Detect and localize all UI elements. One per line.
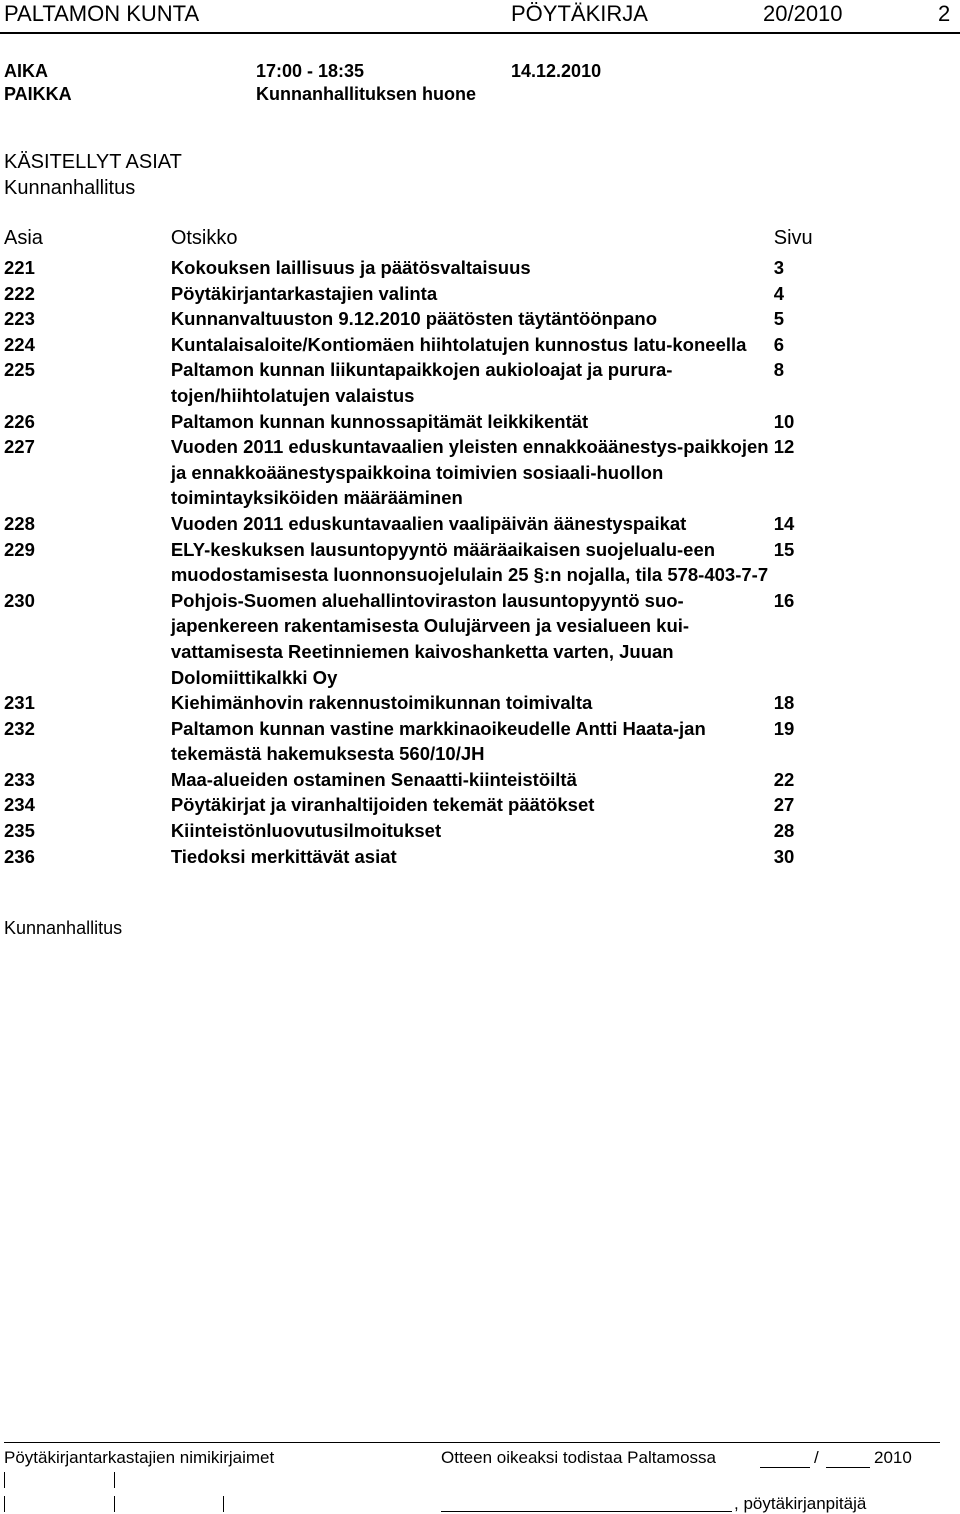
agenda-number: 230 (4, 589, 35, 611)
table-row (4, 537, 824, 588)
day-line (760, 1467, 810, 1468)
initials-box-divider (223, 1496, 224, 1512)
section-body: Kunnanhallitus (4, 177, 136, 199)
header-rule (0, 32, 960, 34)
agenda-title: Tiedoksi merkittävät asiat (170, 845, 397, 867)
secretary-signature-line (441, 1511, 732, 1512)
place-value: Kunnanhallituksen huone (256, 84, 477, 104)
table-footer-label: Kunnanhallitus (4, 918, 123, 938)
agenda-title: Pöytäkirjantarkastajien valinta (170, 282, 438, 304)
meeting-date: 14.12.2010 (511, 61, 602, 81)
agenda-page: 14 (773, 512, 795, 534)
agenda-title: Paltamon kunnan liikuntapaikkojen aukioloajat ja purura-tojen/hiihtolatujen valaistus (170, 359, 673, 406)
page-header (0, 0, 960, 30)
section-heading: KÄSITELLYT ASIAT (4, 151, 182, 173)
agenda-page: 4 (773, 282, 785, 304)
agenda-number: 222 (4, 282, 35, 304)
table-body (4, 255, 824, 869)
table-row (4, 281, 824, 307)
agenda-title: Paltamon kunnan vastine markkinaoikeudelle Antti Haata-jan tekemästä hakemuksesta 560/10/JH (170, 717, 706, 765)
table-row (4, 767, 824, 793)
agenda-title: Kunnanvaltuuston 9.12.2010 päätösten täytäntöönpano (170, 308, 658, 330)
agenda-title: Vuoden 2011 eduskuntavaalien vaalipäivän äänestyspaikat (170, 512, 687, 534)
agenda-page: 8 (773, 359, 785, 381)
page-number: 2 (938, 1, 951, 26)
certify-label: Otteen oikeaksi todistaa Paltamossa (441, 1448, 716, 1467)
footer-year: 2010 (874, 1448, 912, 1467)
time-value: 17:00 - 18:35 (256, 61, 365, 81)
agenda-page: 5 (773, 308, 785, 330)
agenda-title: Paltamon kunnan kunnossapitämät leikkikentät (170, 410, 589, 432)
slash: / (814, 1448, 819, 1467)
initials-box-divider (114, 1496, 115, 1512)
table-row (4, 844, 824, 870)
agenda-number: 225 (4, 359, 35, 381)
agenda-title: Kuntalaisaloite/Kontiomäen hiihtolatujen kunnostus latu-koneella (170, 333, 747, 355)
table-row (4, 409, 824, 435)
document-number: 20/2010 (763, 1, 843, 26)
agenda-page: 27 (773, 794, 795, 816)
document-type: PÖYTÄKIRJA (511, 1, 648, 26)
agenda-page: 15 (773, 538, 795, 560)
agenda-title: Kiinteistönluovutusilmoitukset (170, 820, 442, 842)
table-row (4, 716, 824, 767)
agenda-number: 223 (4, 308, 35, 330)
initials-box-divider (114, 1472, 115, 1488)
table-row (4, 690, 824, 716)
table-row (4, 792, 824, 818)
table-row (4, 511, 824, 537)
agenda-page: 10 (773, 410, 795, 432)
agenda-title: Pöytäkirjat ja viranhaltijoiden tekemät päätökset (170, 794, 595, 816)
agenda-title: Pohjois-Suomen aluehallintoviraston lausuntopyyntö suo-japenkereen rakentamisesta Oulujärveen ja vesialueen kui-vattamisesta Reetinniemen kaivoshanketta varten, Juuan Dolomiittikalkki Oy (170, 589, 690, 688)
agenda-number: 226 (4, 410, 35, 432)
agenda-page: 6 (773, 333, 785, 355)
agenda-title: Kokouksen laillisuus ja päätösvaltaisuus (170, 257, 531, 278)
initials-box-divider (4, 1496, 5, 1512)
table-row (4, 332, 824, 358)
agenda-number: 236 (4, 845, 35, 867)
agenda-title: Maa-alueiden ostaminen Senaatti-kiinteistöiltä (170, 768, 577, 790)
table-row (4, 306, 824, 332)
agenda-page: 3 (773, 257, 785, 278)
agenda-page: 28 (773, 820, 795, 842)
table-row (4, 357, 824, 408)
agenda-title: ELY-keskuksen lausuntopyyntö määräaikaisen suojelualu-een muodostamisesta luonnonsuojelulain 25 §:n nojalla, tila 578-403-7-7 (170, 538, 769, 586)
agenda-page: 19 (773, 717, 795, 739)
agenda-title: Vuoden 2011 eduskuntavaalien yleisten ennakkoäänestys-paikkojen ja ennakkoäänestyspaikkoina toimivien sosiaali-huollon toimintayksiköiden määrääminen (170, 436, 769, 509)
agenda-number: 231 (4, 692, 35, 714)
table-header-row (4, 227, 824, 255)
agenda-page: 18 (773, 692, 795, 714)
agenda-number: 232 (4, 717, 35, 739)
column-header-sivu: Sivu (773, 227, 813, 249)
agenda-page: 16 (773, 589, 795, 611)
agenda-number: 224 (4, 333, 35, 355)
agenda-page: 22 (773, 768, 795, 790)
agenda-title: Kiehimänhovin rakennustoimikunnan toimivalta (170, 692, 593, 714)
month-line (826, 1467, 870, 1468)
agenda-number: 227 (4, 436, 35, 458)
municipality-name: PALTAMON KUNTA (4, 1, 200, 26)
initials-box-divider (4, 1472, 5, 1488)
table-row (4, 588, 824, 690)
agenda-page: 30 (773, 845, 795, 867)
table-row (4, 434, 824, 511)
agenda-number: 228 (4, 512, 35, 534)
secretary-label: , pöytäkirjanpitäjä (734, 1494, 867, 1513)
agenda-number: 235 (4, 820, 35, 842)
agenda-page: 12 (773, 436, 795, 458)
agenda-number: 221 (4, 257, 35, 278)
footer-rule (4, 1442, 940, 1443)
time-label: AIKA (4, 61, 48, 81)
table-row (4, 255, 824, 281)
column-header-asia: Asia (4, 227, 43, 249)
agenda-number: 233 (4, 768, 35, 790)
column-header-otsikko: Otsikko (170, 227, 238, 249)
place-label: PAIKKA (4, 84, 72, 104)
agenda-table (4, 227, 824, 869)
agenda-number: 234 (4, 794, 35, 816)
signatures-label: Pöytäkirjantarkastajien nimikirjaimet (4, 1448, 275, 1467)
table-row (4, 818, 824, 844)
agenda-number: 229 (4, 538, 35, 560)
